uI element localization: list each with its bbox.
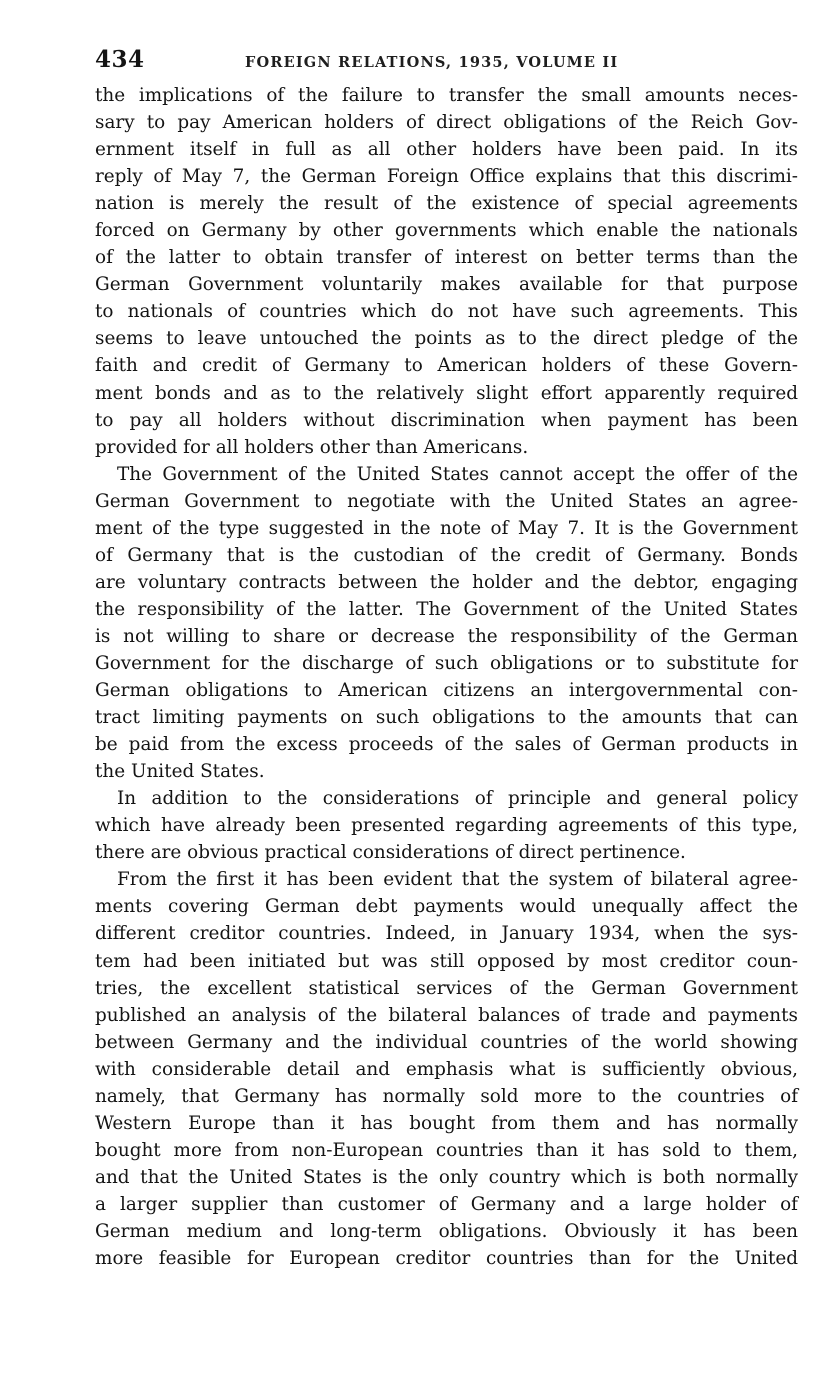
text-line: The Government of the United States cannot accept the offer of the xyxy=(117,463,798,485)
text-line: ment bonds and as to the relatively slight effort apparently required xyxy=(95,382,798,404)
text-line: German obligations to American citizens an intergovernmental con- xyxy=(95,680,798,702)
text-line: is not willing to share or decrease the responsibility of the German xyxy=(95,625,798,647)
text-line: tem had been initiated but was still opposed by most creditor coun- xyxy=(95,950,798,972)
document-page xyxy=(95,46,798,1272)
text-line: Government for the discharge of such obligations or to substitute for xyxy=(95,652,798,674)
text-line: From the first it has been evident that the system of bilateral agree- xyxy=(117,869,798,891)
paragraph-text xyxy=(95,785,798,866)
text-line: of Germany that is the custodian of the credit of Germany. Bonds xyxy=(95,544,798,566)
body-text xyxy=(95,82,798,1272)
text-line: of the latter to obtain transfer of interest on better terms than the xyxy=(95,247,798,269)
text-line: the United States. xyxy=(95,761,265,783)
text-line: there are obvious practical considerations of direct pertinence. xyxy=(95,842,686,864)
text-line: a larger supplier than customer of Germany and a large holder of xyxy=(95,1193,798,1215)
text-line: ments covering German debt payments would unequally affect the xyxy=(95,896,798,918)
text-line: seems to leave untouched the points as to the direct pledge of the xyxy=(95,328,798,350)
text-line: bought more from non-European countries than it has sold to them, xyxy=(95,1139,798,1161)
text-line: published an analysis of the bilateral balances of trade and payments xyxy=(95,1004,798,1026)
paragraph-text xyxy=(95,461,798,786)
text-line: and that the United States is the only country which is both normally xyxy=(95,1166,798,1188)
text-line: ernment itself in full as all other holders have been paid. In its xyxy=(95,139,798,161)
text-line: between Germany and the individual countries of the world showing xyxy=(95,1031,798,1053)
text-line: forced on Germany by other governments which enable the nationals xyxy=(95,220,798,242)
text-line: the responsibility of the latter. The Government of the United States xyxy=(95,598,798,620)
paragraph-text xyxy=(95,82,798,461)
page-header xyxy=(95,46,798,82)
text-line: nation is merely the result of the existence of special agreements xyxy=(95,193,798,215)
text-line: more feasible for European creditor countries than for the United xyxy=(95,1248,798,1270)
text-line: with considerable detail and emphasis what is sufficiently obvious, xyxy=(95,1058,798,1080)
paragraph-text xyxy=(95,866,798,1272)
text-line: the implications of the failure to transfer the small amounts neces- xyxy=(95,85,798,106)
text-line: sary to pay American holders of direct obligations of the Reich Gov- xyxy=(95,112,798,134)
text-line: tries, the excellent statistical services of the German Government xyxy=(95,977,798,999)
text-line: to pay all holders without discrimination when payment has been xyxy=(95,409,798,431)
page-number: 434 xyxy=(95,46,145,73)
text-line: be paid from the excess proceeds of the sales of German products in xyxy=(95,734,798,756)
text-line: In addition to the considerations of principle and general policy xyxy=(117,788,798,810)
running-head: FOREIGN RELATIONS, 1935, VOLUME II xyxy=(245,54,619,71)
text-line: faith and credit of Germany to American holders of these Govern- xyxy=(95,355,798,377)
text-line: to nationals of countries which do not have such agreements. This xyxy=(95,301,798,323)
text-line: namely, that Germany has normally sold more to the countries of xyxy=(95,1085,798,1107)
text-line: provided for all holders other than Americans. xyxy=(95,436,529,458)
paragraph xyxy=(95,785,798,866)
text-line: ment of the type suggested in the note of May 7. It is the Government xyxy=(95,517,798,539)
paragraph xyxy=(95,866,798,1272)
text-line: different creditor countries. Indeed, in January 1934, when the sys- xyxy=(95,923,798,945)
text-line: which have already been presented regarding agreements of this type, xyxy=(95,815,798,837)
text-line: are voluntary contracts between the holder and the debtor, engaging xyxy=(95,571,798,593)
text-line: tract limiting payments on such obligations to the amounts that can xyxy=(95,707,798,729)
text-line: German Government to negotiate with the United States an agree- xyxy=(95,490,798,512)
paragraph xyxy=(95,461,798,786)
text-line: Western Europe than it has bought from them and has normally xyxy=(95,1112,798,1134)
text-line: reply of May 7, the German Foreign Office explains that this discrimi- xyxy=(95,166,798,188)
paragraph xyxy=(95,82,798,461)
text-line: German Government voluntarily makes available for that purpose xyxy=(95,274,798,296)
text-line: German medium and long-term obligations. Obviously it has been xyxy=(95,1220,798,1242)
